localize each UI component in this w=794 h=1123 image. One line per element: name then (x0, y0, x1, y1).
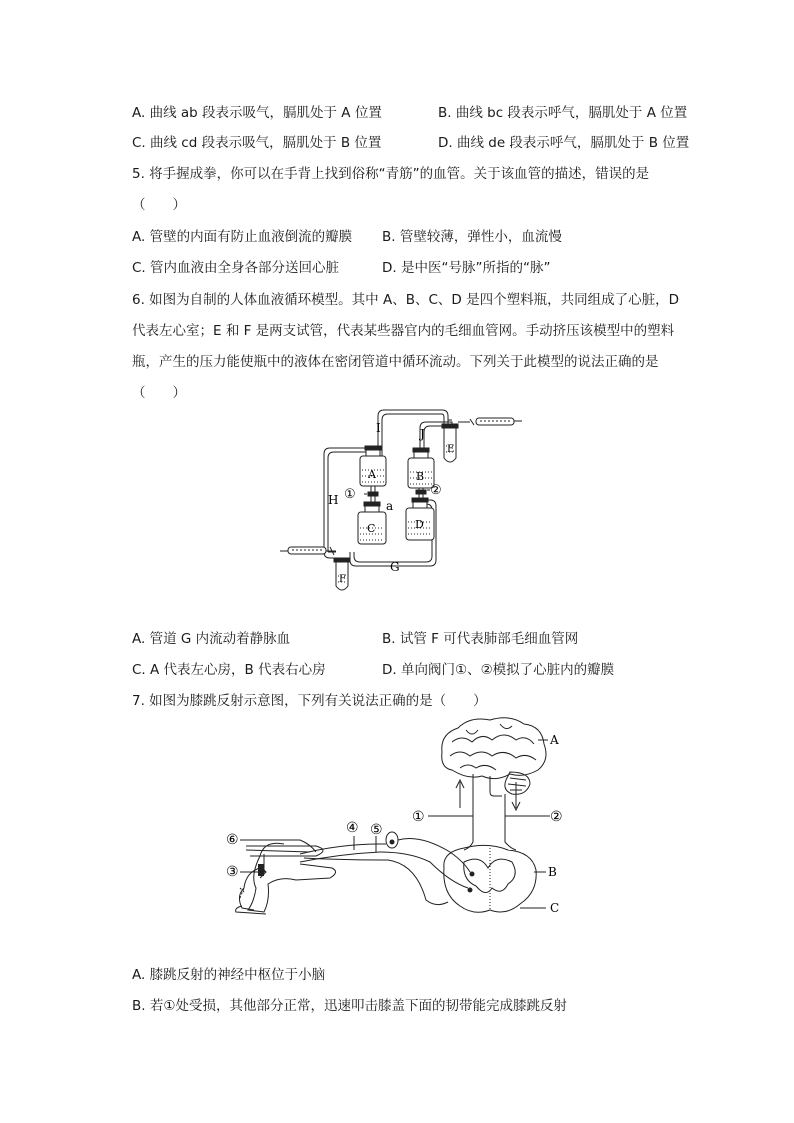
label-gray-matter-b: B (548, 865, 557, 879)
q7-option-b: B. 若①处受损，其他部分正常，迅速叩击膝盖下面的韧带能完成膝跳反射 (132, 998, 567, 1014)
q4-option-d: D. 曲线 de 段表示呼气，膈肌处于 B 位置 (438, 135, 690, 151)
q5-option-c: C. 管内血液由全身各部分送回心脏 (132, 260, 340, 276)
q7-stem: 7. 如图为膝跳反射示意图，下列有关说法正确的是（ ） (132, 693, 487, 709)
q5-option-b: B. 管壁较薄，弹性小，血流慢 (382, 229, 562, 245)
label-b-bottle: B (416, 470, 425, 483)
circulation-model-figure (270, 400, 530, 595)
q5-blank: （ ） (132, 197, 186, 213)
q6-option-c: C. A 代表左心房，B 代表右心房 (132, 662, 326, 678)
label-receptor-3: ③ (226, 864, 239, 880)
q4-option-a: A. 曲线 ab 段表示吸气，膈肌处于 A 位置 (132, 105, 382, 121)
label-a-bottle: A (368, 468, 376, 481)
label-effector-6: ⑥ (226, 832, 239, 848)
q7-option-a: A. 膝跳反射的神经中枢位于小脑 (132, 967, 326, 983)
label-white-matter-c: C (550, 901, 560, 915)
label-d-bottle: D (415, 518, 424, 531)
label-valve-2: ② (430, 483, 442, 498)
label-tract-2: ② (550, 809, 563, 825)
label-tract-1: ① (412, 809, 425, 825)
q6-stem-line3: 瓶，产生的压力能使瓶中的液体在密闭管道中循环流动。下列关于此模型的说法正确的是 (132, 354, 659, 370)
q6-option-a: A. 管道 G 内流动着静脉血 (132, 631, 291, 647)
q6-option-b: B. 试管 F 可代表肺部毛细血管网 (382, 631, 579, 647)
label-pipe-g: G (390, 560, 400, 574)
q6-stem-line2: 代表左心室；E 和 F 是两支试管，代表某些器官内的毛细血管网。手动挤压该模型中的塑料 (132, 323, 675, 339)
label-pipe-h: H (328, 493, 339, 507)
label-pipe-i: I (376, 421, 381, 435)
q6-stem-line1: 6. 如图为自制的人体血液循环模型。其中 A、B、C、D 是四个塑料瓶，共同组成了心脏，D (132, 292, 679, 308)
label-brain-a: A (550, 733, 559, 747)
label-valve-1: ① (344, 487, 356, 502)
q5-option-d: D. 是中医“号脉”所指的“脉” (382, 260, 551, 276)
label-c-bottle: C (367, 522, 376, 535)
label-pipe-j: J (420, 427, 425, 441)
q5-option-a: A. 管壁的内面有防止血液倒流的瓣膜 (132, 229, 353, 245)
syringe-e (458, 418, 522, 425)
knee-reflex-figure (220, 712, 580, 922)
label-a-small: a (386, 499, 394, 513)
q6-option-d: D. 单向阀门①、②模拟了心脏内的瓣膜 (382, 662, 615, 678)
label-e-tube: E (447, 444, 455, 455)
label-f-tube: F (339, 574, 346, 585)
q6-blank: （ ） (132, 385, 186, 401)
q5-stem: 5. 将手握成拳，你可以在手背上找到俗称“青筋”的血管。关于该血管的描述，错误的是 (132, 166, 650, 182)
leg-outline (248, 843, 336, 912)
q4-option-b: B. 曲线 bc 段表示呼气，膈肌处于 A 位置 (438, 105, 688, 121)
label-nerve-5: ⑤ (370, 822, 383, 838)
q4-option-c: C. 曲线 cd 段表示吸气，膈肌处于 B 位置 (132, 135, 382, 151)
test-tube-e (442, 424, 458, 462)
label-nerve-4: ④ (346, 820, 359, 836)
brain-outline (442, 718, 546, 779)
